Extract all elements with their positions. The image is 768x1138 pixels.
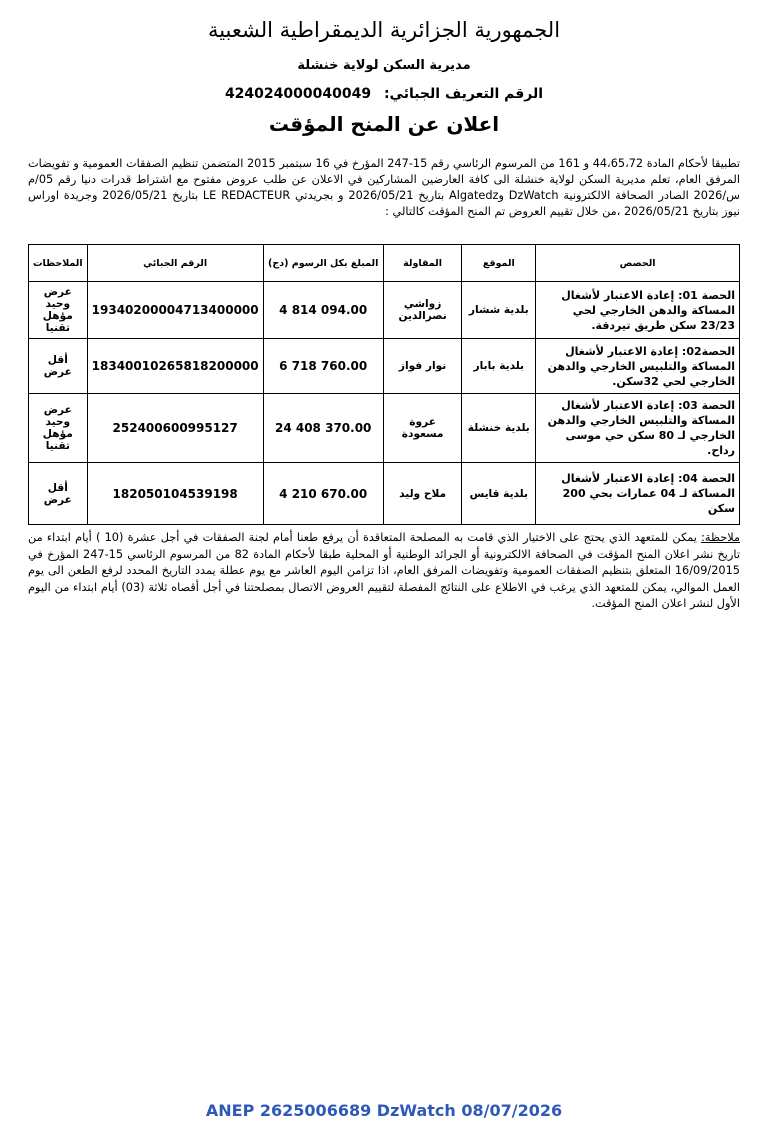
- lot-cell: الحصة 01: إعادة الاعتبار لأشغال المساكة والدهن الخارجي لحي 23/23 سكن طريق تيردقة.: [536, 282, 740, 339]
- remarks-cell: عرض وحيد مؤهل تقنيا: [29, 282, 88, 339]
- header-contractor: المقاولة: [383, 245, 462, 282]
- tax-id-value: 424024000040049: [224, 86, 372, 102]
- tax-id-cell: 18340010265818200000: [87, 339, 263, 394]
- amount-cell: 24 408 370.00: [263, 394, 383, 463]
- tax-id-cell: 19340200004713400000: [87, 282, 263, 339]
- note-text: يمكن للمتعهد الذي يحتج على الاختيار الذي قامت به المصلحة المتعاقدة أن يرفع طعنا أمام لجنة الصفقات في أجل عشرة (10 ) أيام ابتداء من تاريخ نشر اعلان المنح المؤقت في الصحافة الالكترونية أو الجرائد الوطنية أو المحلية طبقا لأحكام المادة 82 من المرسوم الرئاسي 15-247 المؤرخ في 16/09/2015 المتعلق بتنظيم الصفقات العمومية وتفويضات المرفق العام، اذا تزامن اليوم العاشر مع يوم عطلة يمدد التاريخ المحدد لرفع الطعن الى يوم العمل الموالي، يمكن للمتعهد الذي يرغب في الاطلاع على النتائج المفصلة لتقييم العروض الاتصال بمصلحتنا في أجل أقصاه ثلاثة (03) أيام ابتداء من اليوم الأول لنشر اعلان المنح المؤقت.: [28, 531, 740, 610]
- lot-cell: الحصة 03: إعادة الاعتبار لأشغال المساكة والتلبيس الخارجي والدهن الخارجي لـ 80 سكن حي موسى رداح.: [536, 394, 740, 463]
- amount-cell: 4 814 094.00: [263, 282, 383, 339]
- publication-footer: ANEP 2625006689 DzWatch 08/07/2026: [205, 1101, 563, 1120]
- remarks-cell: أقل عرض: [29, 339, 88, 394]
- table-row: [29, 394, 740, 463]
- note-paragraph: [28, 530, 740, 613]
- location-cell: بلدية قايس: [462, 463, 536, 525]
- notice-title: اعلان عن المنح المؤقت: [268, 112, 500, 136]
- republic-heading: الجمهورية الجزائرية الديمقراطية الشعبية: [207, 18, 561, 42]
- tax-id-cell: 182050104539198: [87, 463, 263, 525]
- table-header-row: [29, 245, 740, 282]
- header-location: الموقع: [462, 245, 536, 282]
- header-lot: الحصص: [536, 245, 740, 282]
- table-row: [29, 339, 740, 394]
- table-row: [29, 282, 740, 339]
- contractor-cell: ملاح وليد: [383, 463, 462, 525]
- tax-id-label: الرقم التعريف الجبائي:: [383, 86, 544, 102]
- tax-id-line: [0, 86, 768, 102]
- location-cell: بلدية ششار: [462, 282, 536, 339]
- header-tax-id: الرقم الجبائي: [87, 245, 263, 282]
- directorate-name: مديرية السكن لولاية خنشلة: [297, 58, 471, 73]
- intro-paragraph: تطبيقا لأحكام المادة 44،65،72 و 161 من المرسوم الرئاسي رقم 15-247 المؤرخ في 16 سبتمبر 2015 المتضمن تنظيم الصفقات العمومية و تفويضات المرفق العام، تعلم مديرية السكن لولاية خنشلة الى كافة العارضين المشاركين في الاعلان عن طلب عروض مفتوح مع اشتراط قدرات دنيا رقم 05/م س/2026 الصادر الصحافة الالكترونية DzWatch وAlgatedz بتاريخ 2026/05/21 و بجريدتي LE REDACTEUR بتاريخ 2026/05/21 وجريدة اوراس نيوز بتاريخ 2026/05/21 ،من خلال تقييم العروض تم المنح المؤقت كالتالي :: [28, 157, 741, 218]
- header-remarks: الملاحظات: [29, 245, 88, 282]
- amount-cell: 4 210 670.00: [263, 463, 383, 525]
- table-row: [29, 463, 740, 525]
- tax-id-cell: 252400600995127: [87, 394, 263, 463]
- header-amount: المبلغ بكل الرسوم (دج): [263, 245, 383, 282]
- note-label: ملاحظة:: [701, 531, 740, 544]
- remarks-cell: عرض وحيد مؤهل تقنيا: [29, 394, 88, 463]
- contractor-cell: عروة مسعودة: [383, 394, 462, 463]
- remarks-cell: أقل عرض: [29, 463, 88, 525]
- award-table: [28, 244, 740, 525]
- location-cell: بلدية خنشلة: [462, 394, 536, 463]
- lot-cell: الحصة 04: إعادة الاعتبار لأشغال المساكة لـ 04 عمارات بحي 200 سكن: [536, 463, 740, 525]
- amount-cell: 6 718 760.00: [263, 339, 383, 394]
- contractor-cell: نوار فواز: [383, 339, 462, 394]
- contractor-cell: زواشي نصرالدين: [383, 282, 462, 339]
- lot-cell: الحصة02: إعادة الاعتبار لأشغال المساكة والتلبيس الخارجي والدهن الخارجي لحي 32سكن.: [536, 339, 740, 394]
- location-cell: بلدية بابار: [462, 339, 536, 394]
